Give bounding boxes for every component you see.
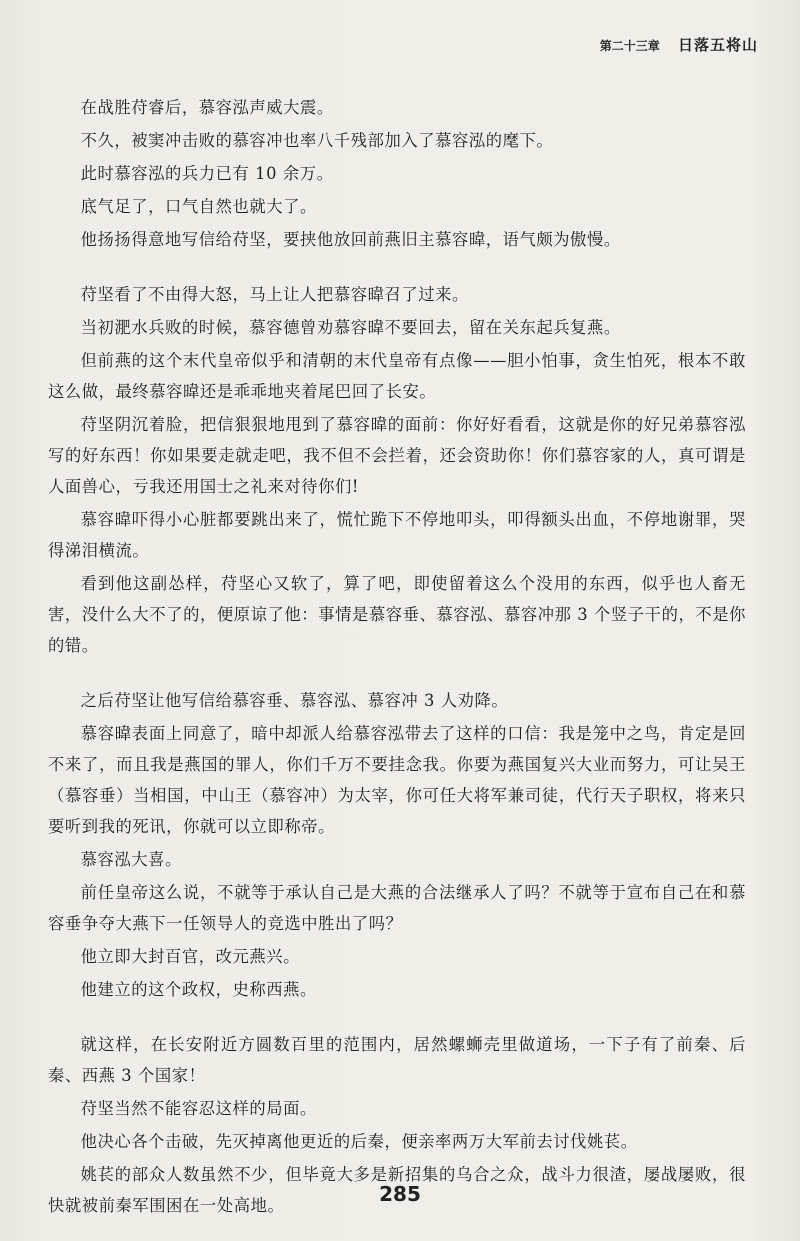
paragraph: 此时慕容泓的兵力已有 10 余万。 <box>80 164 334 183</box>
paragraph: 慕容暐吓得小心脏都要跳出来了，慌忙跪下不停地叩头，叩得额头出血，不停地谢罪，哭得涕泪横流。 <box>48 510 746 560</box>
paragraph: 看到他这副怂样，苻坚心又软了，算了吧，即使留着这么个没用的东西，似乎也人畜无害，没什么大不了的，便原谅了他：事情是慕容垂、慕容泓、慕容冲那 3 个竖子干的，不是你的错。 <box>48 574 746 655</box>
body-text <box>48 92 746 1223</box>
paragraph: 底气足了，口气自然也就大了。 <box>80 197 317 216</box>
page-number: 285 <box>379 1182 421 1206</box>
section-gap <box>48 257 746 279</box>
paragraph: 他扬扬得意地写信给苻坚，要挟他放回前燕旧主慕容暐，语气颇为傲慢。 <box>80 230 621 249</box>
paragraph: 他立即大封百官，改元燕兴。 <box>80 947 301 966</box>
paragraph: 前任皇帝这么说，不就等于承认自己是大燕的合法继承人了吗？不就等于宣布自己在和慕容垂争夺大燕下一任领导人的竞选中胜出了吗？ <box>48 883 746 933</box>
running-header <box>600 34 758 55</box>
paragraph: 在战胜苻睿后，慕容泓声威大震。 <box>80 98 334 117</box>
paragraph: 他建立的这个政权，史称西燕。 <box>80 980 317 999</box>
paragraph: 就这样，在长安附近方圆数百里的范围内，居然螺蛳壳里做道场，一下子有了前秦、后秦、西燕 3 个国家！ <box>48 1035 746 1085</box>
paragraph: 当初淝水兵败的时候，慕容德曾劝慕容暐不要回去，留在关东起兵复燕。 <box>80 318 621 337</box>
chapter-title: 日落五将山 <box>677 36 758 54</box>
paragraph: 他决心各个击破，先灭掉离他更近的后秦，便亲率两万大军前去讨伐姚苌。 <box>80 1132 638 1151</box>
paragraph: 苻坚当然不能容忍这样的局面。 <box>80 1099 317 1118</box>
paragraph: 之后苻坚让他写信给慕容垂、慕容泓、慕容冲 3 人劝降。 <box>80 691 509 710</box>
paragraph: 不久，被窦冲击败的慕容冲也率八千残部加入了慕容泓的麾下。 <box>80 131 554 150</box>
paragraph: 苻坚阴沉着脸，把信狠狠地甩到了慕容暐的面前：你好好看看，这就是你的好兄弟慕容泓写的好东西！你如果要走就走吧，我不但不会拦着，还会资助你！你们慕容家的人，真可谓是人面兽心，亏我还用国士之礼来对待你们! <box>48 415 746 496</box>
paragraph: 慕容泓大喜。 <box>80 850 182 869</box>
paragraph: 但前燕的这个末代皇帝似乎和清朝的末代皇帝有点像——胆小怕事，贪生怕死，根本不敢这么做，最终慕容暐还是乖乖地夹着尾巴回了长安。 <box>48 351 746 401</box>
chapter-label: 第二十三章 <box>599 39 660 53</box>
paragraph: 姚苌的部众人数虽然不少，但毕竟大多是新招集的乌合之众，战斗力很渣，屡战屡败，很快就被前秦军围困在一处高地。 <box>48 1165 746 1215</box>
section-gap <box>48 663 746 685</box>
paragraph: 苻坚看了不由得大怒，马上让人把慕容暐召了过来。 <box>80 285 469 304</box>
section-gap <box>48 1007 746 1029</box>
paragraph: 慕容暐表面上同意了，暗中却派人给慕容泓带去了这样的口信：我是笼中之鸟，肯定是回不来了，而且我是燕国的罪人，你们千万不要挂念我。你要为燕国复兴大业而努力，可让吴王（慕容垂）当相国，中山王（慕容冲）为太宰，你可任大将军兼司徒，代行天子职权，将来只要听到我的死讯，你就可以立即称帝。 <box>48 724 746 836</box>
